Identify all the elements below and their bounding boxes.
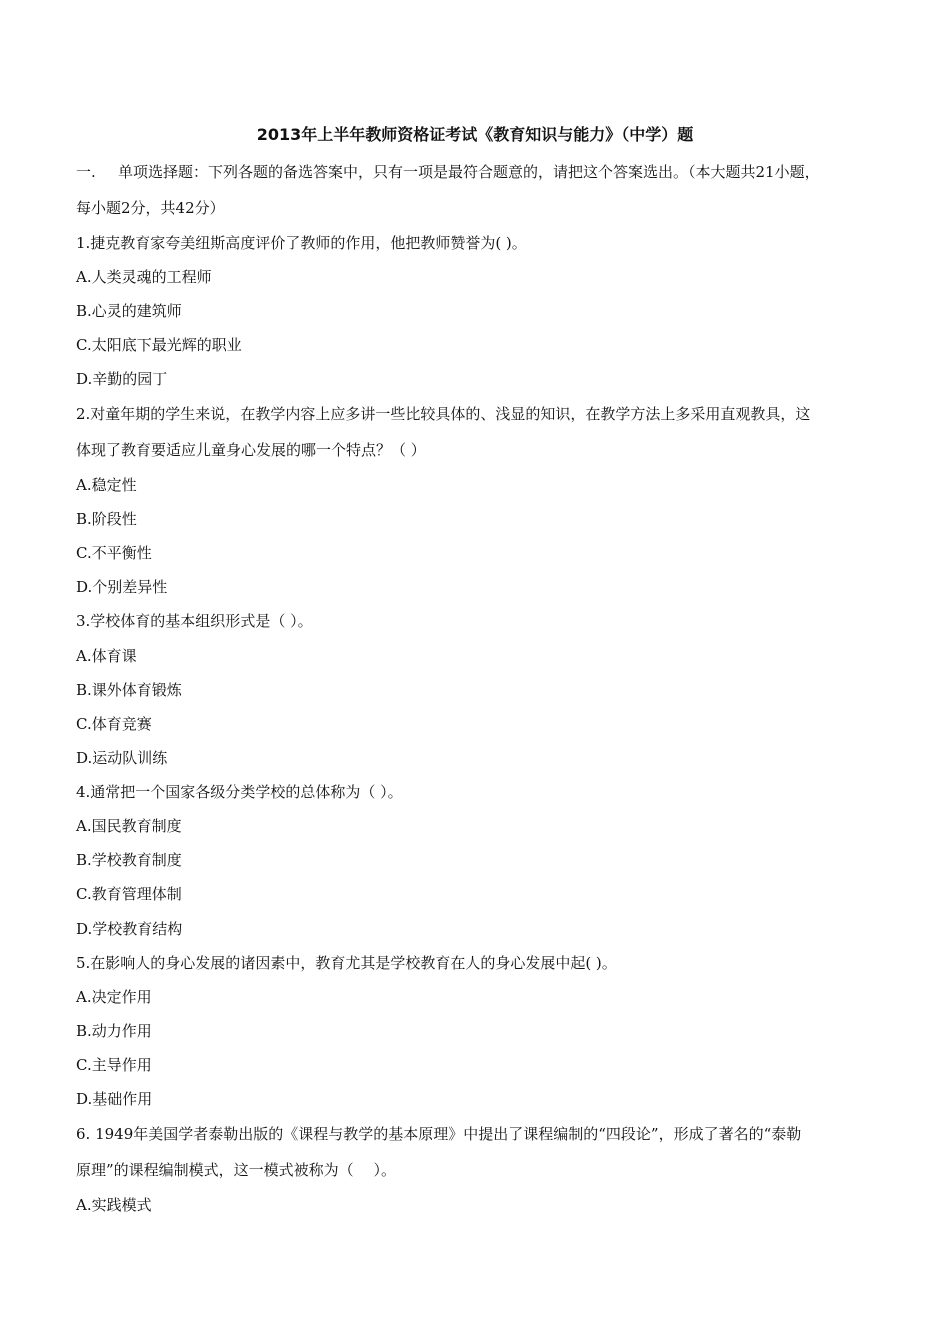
question-1-option-c: C.太阳底下最光辉的职业 [76,336,242,354]
question-5-option-d: D.基础作用 [76,1090,153,1108]
question-6-stem-line-2: 原理”的课程编制模式，这一模式被称为（ ）。 [76,1161,396,1179]
question-3-option-c: C.体育竞赛 [76,715,152,733]
question-4-stem: 4.通常把一个国家各级分类学校的总体称为（ ）。 [76,783,403,801]
question-4-option-a: A.国民教育制度 [76,817,182,835]
question-4-option-c: C.教育管理体制 [76,885,182,903]
question-6-option-a: A.实践模式 [76,1196,152,1214]
question-1-option-a: A.人类灵魂的工程师 [76,268,212,286]
section-instruction-text: 单项选择题：下列各题的备选答案中，只有一项是最符合题意的，请把这个答案选出。（本大题共21小题， [118,163,820,181]
question-3-stem: 3.学校体育的基本组织形式是（ ）。 [76,612,313,630]
section-instruction-line-1 [76,161,886,183]
question-1-option-d: D.辛勤的园丁 [76,370,168,388]
question-4-option-b: B.学校教育制度 [76,851,182,869]
question-3-option-b: B.课外体育锻炼 [76,681,182,699]
question-5-stem: 5.在影响人的身心发展的诸因素中，教育尤其是学校教育在人的身心发展中起( )。 [76,954,617,972]
question-2-option-b: B.阶段性 [76,510,137,528]
question-2-option-a: A.稳定性 [76,476,137,494]
question-1-option-b: B.心灵的建筑师 [76,302,182,320]
question-1-stem: 1.捷克教育家夸美纽斯高度评价了教师的作用，他把教师赞誉为( )。 [76,234,527,252]
question-3-option-a: A.体育课 [76,647,137,665]
question-2-option-d: D.个别差异性 [76,578,168,596]
question-5-option-c: C.主导作用 [76,1056,152,1074]
question-2-option-c: C.不平衡性 [76,544,152,562]
question-4-option-d: D.学校教育结构 [76,920,183,938]
question-6-stem-line-1: 6. 1949年美国学者泰勒出版的《课程与教学的基本原理》中提出了课程编制的“四段论”，形成了著名的“泰勒 [76,1125,802,1143]
document-title: 2013年上半年教师资格证考试《教育知识与能力》（中学）题 [256,125,694,144]
section-number: 一. [76,163,96,181]
question-5-option-b: B.动力作用 [76,1022,152,1040]
question-3-option-d: D.运动队训练 [76,749,168,767]
question-2-stem-line-1: 2.对童年期的学生来说，在教学内容上应多讲一些比较具体的、浅显的知识，在教学方法上多采用直观教具，这 [76,405,811,423]
question-2-stem-line-2: 体现了教育要适应儿童身心发展的哪一个特点？（ ） [76,441,426,459]
section-instruction-line-2: 每小题2分，共42分） [76,199,225,217]
question-5-option-a: A.决定作用 [76,988,152,1006]
